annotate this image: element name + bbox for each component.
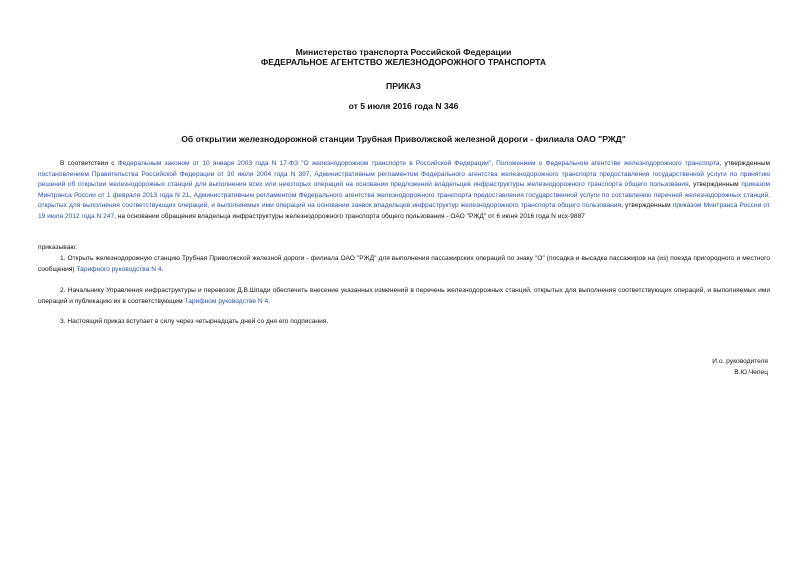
preamble-text: , утвержденным — [719, 160, 771, 167]
agency-name: ФЕДЕРАЛЬНОЕ АГЕНТСТВО ЖЕЛЕЗНОДОРОЖНОГО ТРАНСПОРТА — [260, 57, 547, 67]
preamble-text: В соответствии с — [60, 160, 118, 167]
document-title: Об открытии железнодорожной станции Трубная Приволжской железной дороги - филиала ОАО "РЖД" — [181, 134, 626, 144]
order-item-tail: . — [161, 265, 164, 273]
link-federal-law[interactable]: Федеральным законом от 10 января 2003 года N 17-ФЗ "О железнодорожном транспорте в Российской Федерации" — [117, 160, 492, 167]
signatory-position: И.о. руководителя — [712, 358, 768, 365]
link-mintrans-order-247[interactable]: приказом Минтранса России от 19 июля 2012 года N 247 — [38, 202, 770, 220]
preamble-text: , — [309, 170, 315, 178]
order-item-text: 1. Открыть железнодорожную станцию Трубная Приволжской железной дороги - филиала ОАО "РЖД" для выполнения пассажирских операций по знаку "О" (посадка и высадка пассажиров на (из) поезда пригородного и местного сообщения) — [38, 255, 770, 273]
link-agency-regulation[interactable]: Положением о Федеральном агентстве железнодорожного транспорта — [496, 160, 720, 167]
link-mintrans-order-21[interactable]: приказом Минтранса России от 1 февраля 2013 года N 21 — [38, 181, 770, 199]
link-admin-regulation-lists[interactable]: Административным регламентом Федерального агентства железнодорожного транспорта предоставления государственной услуги по составлению перечней железнодорожных станций, открытых для выполнения соответствующих операций, и выполняемых ими операций на основании заявок владельцев инфраструктур железнодорожного транспорта общего пользования — [38, 191, 770, 210]
order-item-2 — [38, 286, 770, 307]
order-item-text: 2. Начальнику Управления инфраструктуры и перевозок Д.В.Шпади обеспечить внесение указанных изменений в перечень железнодорожных станций, открытых для выполнения соответствующих операций, и выполняемых ими операций и публикацию их в соответствующем — [38, 287, 770, 305]
document-date-number: от 5 июля 2016 года N 346 — [348, 101, 459, 111]
preamble-text: , — [491, 160, 497, 167]
signatory-name: В.Ю.Чепец — [734, 369, 768, 376]
order-item-1 — [38, 254, 770, 275]
preamble-text: , утвержденным — [621, 202, 673, 210]
link-government-decree[interactable]: постановлением Правительства Российской Федерации от 30 июля 2004 года N 397 — [38, 170, 310, 178]
document-type: ПРИКАЗ — [386, 81, 421, 91]
order-item-tail: . — [268, 297, 270, 305]
link-admin-regulation-opening[interactable]: Административным регламентом Федерального агентства железнодорожного транспорта предоставления государственной услуги по принятию решений об открытии железнодорожных станций для выполнения всех или некоторых операций на основании предложений владельцев инфраструктуры железнодорожного транспорта общего пользования — [38, 170, 770, 189]
preamble-text: , — [189, 191, 194, 199]
link-tariff-guide-4[interactable]: Тарифном руководстве N 4 — [184, 297, 269, 305]
ministry-name: Министерство транспорта Российской Федерации — [295, 47, 512, 57]
preamble-text: , утвержденным — [688, 181, 742, 189]
preamble-paragraph — [38, 159, 770, 223]
link-tariff-guide-4[interactable]: Тарифного руководства N 4 — [76, 265, 162, 273]
preamble-text: , на основании обращения владельца инфраструктуры железнодорожного транспорта общего пользования - ОАО "РЖД" от 6 июня 2016 года N исх-9887 — [114, 212, 585, 220]
order-word: приказываю: — [38, 244, 78, 251]
order-item-text: 3. Настоящий приказ вступает в силу через четырнадцать дней со дня его подписания. — [60, 318, 329, 325]
order-item-3 — [38, 317, 770, 328]
